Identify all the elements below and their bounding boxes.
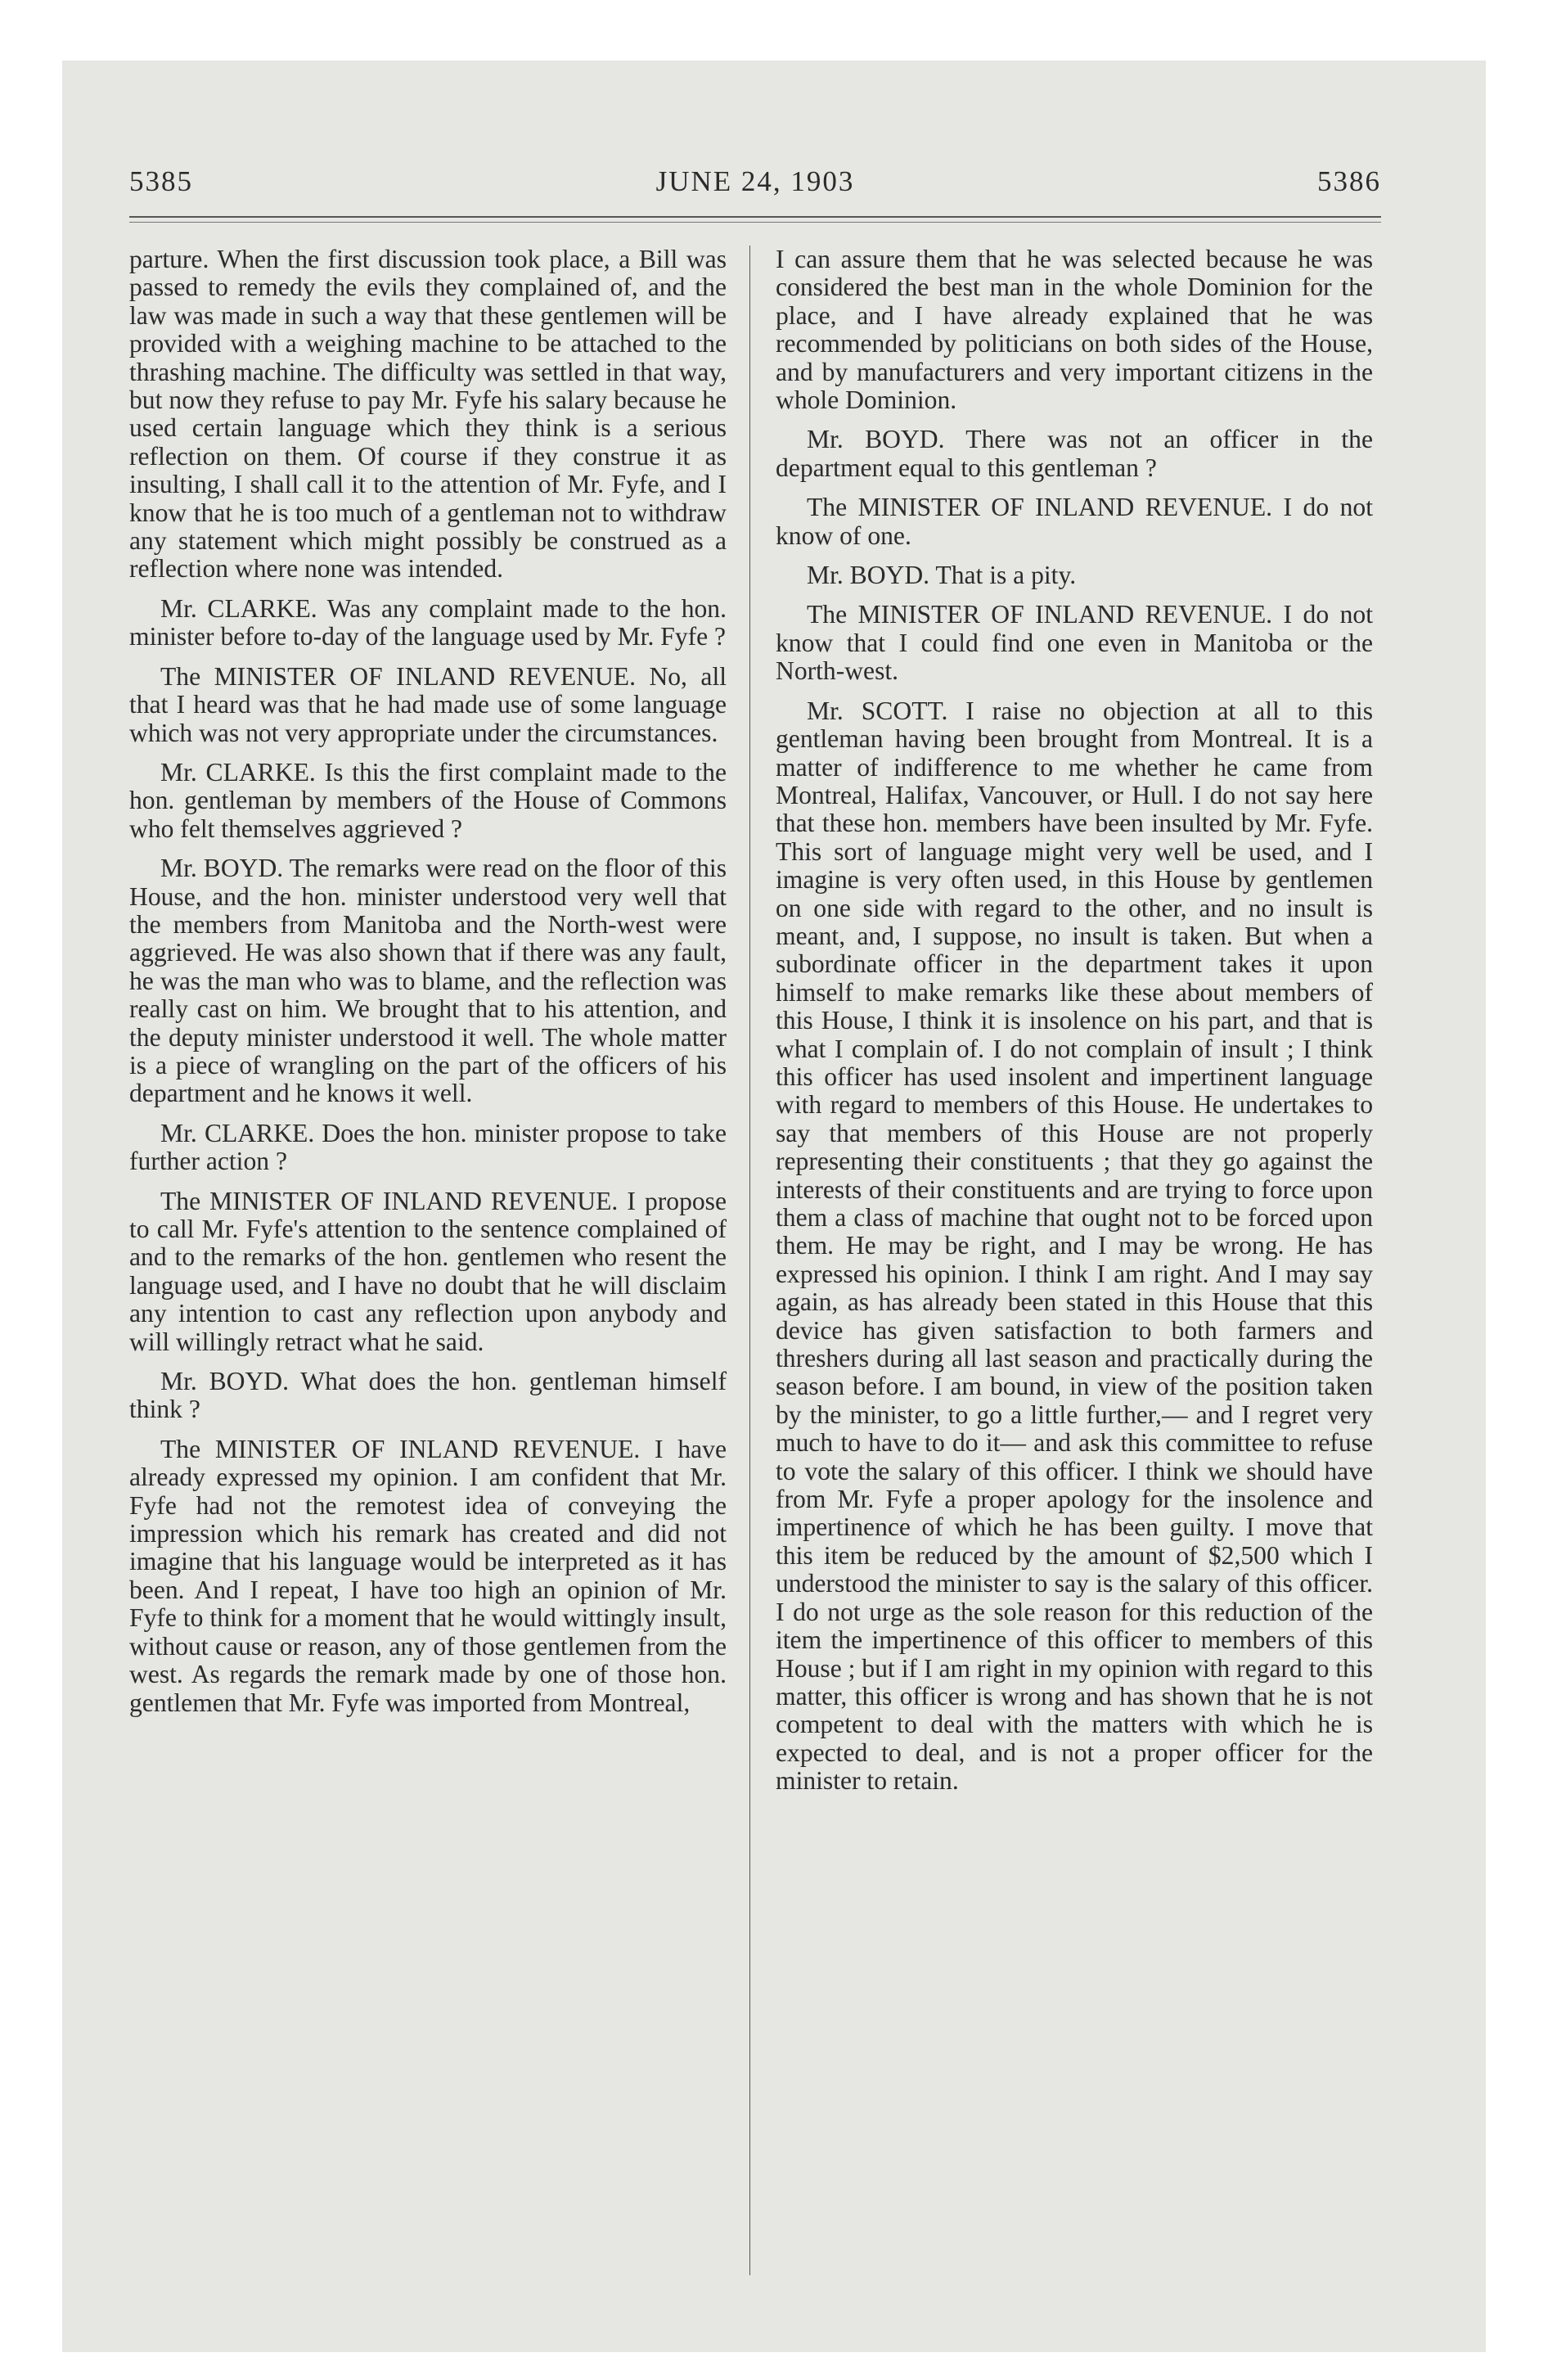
right-page-number: 5386 [1317,165,1381,197]
paragraph: Mr. CLARKE. Is this the first complaint made to the hon. gentleman by members of the House of Commons who felt themselves aggrieved ? [129,757,727,843]
right-column [776,246,1373,1807]
hansard-page [129,147,1381,2275]
column-divider [749,246,750,2275]
paragraph: The MINISTER OF INLAND REVENUE. I have already expressed my opinion. I am confident that Mr. Fyfe had not the remotest idea of conveying the impression which his remark has created and did not imagine that his language would be interpreted as it has been. And I repeat, I have too high an opinion of Mr. Fyfe to think for a moment that he would wittingly insult, without cause or reason, any of those gentlemen from the west. As regards the remark made by one of those hon. gentlemen that Mr. Fyfe was imported from Montreal, [129,1434,727,1717]
paragraph: Mr. BOYD. The remarks were read on the floor of this House, and the hon. minister understood very well that the members from Manitoba and the North-west were aggrieved. He was also shown that if there was any fault, he was the man who was to blame, and the reflection was really cast on him. We brought that to his attention, and the deputy minister understood it well. The whole matter is a piece of wrangling on the part of the officers of his department and he knows it well. [129,854,727,1108]
paragraph: Mr. CLARKE. Does the hon. minister propose to take further action ? [129,1118,727,1176]
paragraph: The MINISTER OF INLAND REVENUE. I propose to call Mr. Fyfe's attention to the sentence complained of and to the remarks of the hon. gentlemen who resent the language used, and I have no doubt that he will disclaim any intention to cast any reflection upon anybody and will willingly retract what he said. [129,1186,727,1356]
paragraph: The MINISTER OF INLAND REVENUE. I do not know of one. [776,493,1373,550]
left-page-number: 5385 [129,165,193,197]
paragraph: The MINISTER OF INLAND REVENUE. No, all that I heard was that he had made use of some language which was not very appropriate under the circumstances. [129,661,727,747]
left-column [129,246,727,1729]
paragraph: Mr. SCOTT. I raise no objection at all to this gentleman having been brought from Montreal. It is a matter of indifference to me whether he came from Montreal, Halifax, Vancouver, or Hull. I do not say here that these hon. members have been insulted by Mr. Fyfe. This sort of language might very well be used, and I imagine is very often used, in this House by gentlemen on one side with regard to the other, and no insult is meant, and, I suppose, no insult is taken. But when a subordinate officer in the department takes it upon himself to make remarks like these about members of this House, I think it is insolence on his part, and that is what I complain of. I do not complain of insult ; I think this officer has used insolent and impertinent language with regard to members of this House. He undertakes to say that members of this House are not properly representing their constituents ; that they go against the interests of their constituents and are trying to force upon them a class of machine that ought not to be forced upon them. He may be right, and I may be wrong. He has expressed his opinion. I think I am right. And I may say again, as has already been stated in this House that this device has given satisfaction to both farmers and threshers during all last season and practically during the season before. I am bound, in view of the position taken by the minister, to go a little further,— and I regret very much to have to do it— and ask this committee to refuse to vote the salary of this officer. I think we should have from Mr. Fyfe a proper apology for the insolence and impertinence of which he has been guilty. I move that this item be reduced by the amount of $2,500 which I understood the minister to say is the salary of this officer. I do not urge as the sole reason for this reduction of the item the impertinence of this officer to members of this House ; but if I am right in my opinion with regard to this matter, this officer is wrong and has shown that he is not competent to deal with the matters with which he is expected to deal, and is not a proper officer for the minister to retain. [776,696,1373,1796]
page-date: JUNE 24, 1903 [655,165,855,197]
paragraph: Mr. BOYD. There was not an officer in the department equal to this gentleman ? [776,425,1373,482]
paragraph: The MINISTER OF INLAND REVENUE. I do not know that I could find one even in Manitoba or the North-west. [776,600,1373,686]
page-header [129,147,1381,205]
paragraph: Mr. BOYD. What does the hon. gentleman himself think ? [129,1367,727,1424]
paragraph: Mr. CLARKE. Was any complaint made to the hon. minister before to-day of the language used by Mr. Fyfe ? [129,593,727,651]
header-rule [129,216,1381,223]
paragraph: I can assure them that he was selected because he was considered the best man in the whole Dominion for the place, and I have already explained that he was recommended by politicians on both sides of the House, and by manufacturers and very important citizens in the whole Dominion. [776,245,1373,415]
paragraph: parture. When the first discussion took place, a Bill was passed to remedy the evils they complained of, and the law was made in such a way that these gentlemen will be provided with a weighing machine to be attached to the thrashing machine. The difficulty was settled in that way, but now they refuse to pay Mr. Fyfe his salary because he used certain language which they think is a serious reflection on them. Of course if they construe it as insulting, I shall call it to the attention of Mr. Fyfe, and I know that he is too much of a gentleman not to withdraw any statement which might possibly be construed as a reflection where none was intended. [129,245,727,584]
paragraph: Mr. BOYD. That is a pity. [807,561,1077,590]
